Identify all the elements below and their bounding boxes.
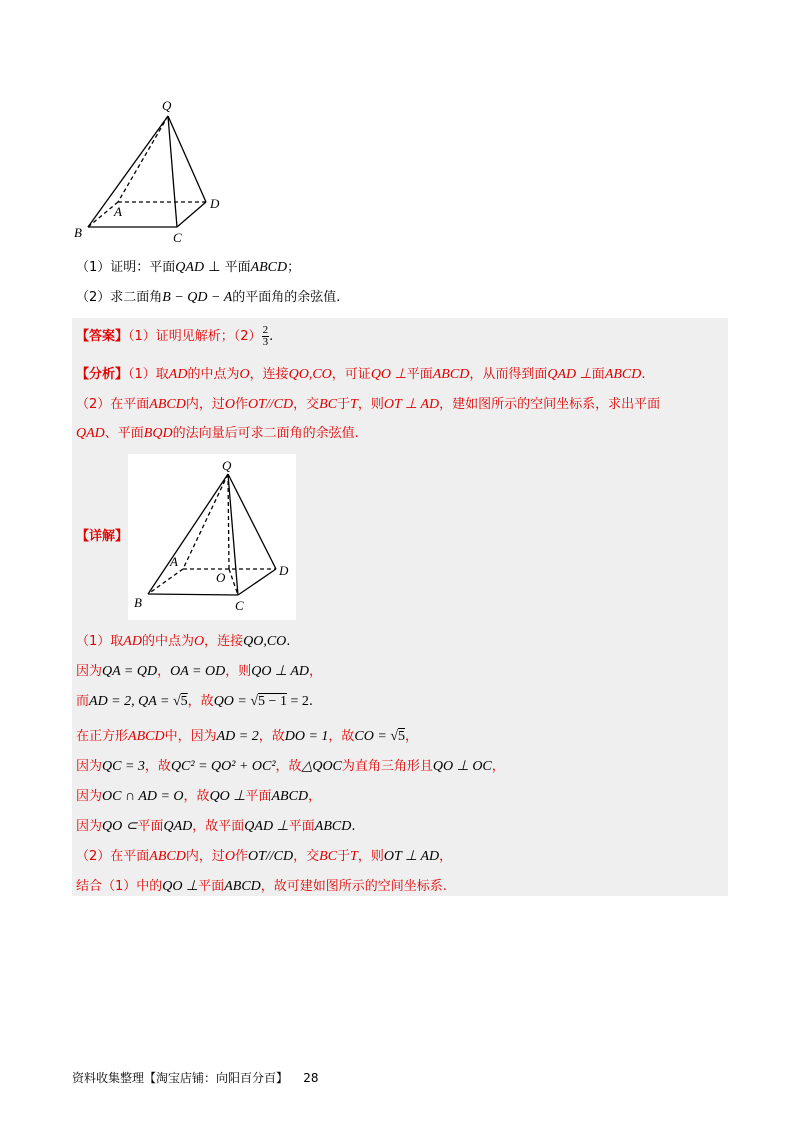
edge-CD — [177, 202, 206, 227]
solution-line-9: 结合（1）中的QO ⊥平面ABCD，故可建如图所示的空间坐标系. — [76, 879, 447, 894]
page-number: 28 — [303, 1071, 319, 1085]
label-C: C — [173, 230, 182, 245]
solution-line-7: 因为QO ⊂平面QAD，故平面QAD ⊥平面ABCD. — [76, 819, 356, 834]
page-footer — [72, 1069, 319, 1086]
label-O: O — [216, 570, 226, 585]
solution-line-4: 在正方形ABCD中，因为AD = 2，故DO = 1，故CO = √5， — [76, 729, 419, 744]
pyramid-figure-1 — [70, 96, 230, 246]
edge-QA — [118, 116, 168, 202]
label-B: B — [134, 595, 142, 610]
edge-AB — [148, 569, 183, 594]
solution-line-2: 因为QA = QD，OA = OD，则QO ⊥ AD， — [76, 664, 323, 679]
label-D: D — [210, 196, 220, 211]
footer-source: 资料收集整理【淘宝店铺：向阳百分百】 — [72, 1071, 289, 1085]
solution-line-6: 因为OC ∩ AD = O，故QO ⊥平面ABCD， — [76, 789, 322, 804]
solution-line-3: 而AD = 2, QA = √5，故QO = √5 − 1 = 2. — [76, 694, 313, 709]
question-2: （2）求二面角B − QD − A的平面角的余弦值. — [76, 290, 341, 305]
analysis-line-3: QAD、平面BQD的法向量后可求二面角的余弦值. — [76, 426, 359, 441]
question-1: （1）证明：平面QAD ⊥ 平面ABCD； — [76, 260, 301, 275]
solution-line-1: （1）取AD的中点为O，连接QO,CO. — [76, 634, 291, 649]
edge-CD — [238, 569, 276, 595]
label-D: D — [279, 563, 289, 578]
solution-line-5: 因为QC = 3，故QC² = QO² + OC²，故△QOC为直角三角形且QO ⊥ OC， — [76, 759, 505, 774]
label-Q: Q — [222, 458, 232, 473]
solution-line-8: （2）在平面ABCD内，过O作OT//CD，交BC于T，则OT ⊥ AD， — [76, 849, 453, 864]
fraction-two-thirds: $\frac{2}{3}$ — [262, 324, 269, 348]
label-A: A — [114, 204, 122, 219]
edge-BC — [148, 594, 238, 595]
edge-QB — [88, 116, 168, 227]
analysis-line-2: （2）在平面ABCD内，过O作OT//CD，交BC于T，则OT ⊥ AD，建如图所示的空间坐标系，求出平面 — [76, 397, 661, 412]
analysis-line-1: 【分析】（1）取AD的中点为O，连接QO,CO，可证QO ⊥平面ABCD，从而得到面QAD ⊥面ABCD. — [76, 367, 646, 382]
label-C: C — [235, 598, 244, 613]
pyramid-figure-2 — [128, 454, 296, 620]
detail-tag: 【详解】 — [76, 529, 129, 544]
label-Q: Q — [162, 98, 172, 113]
label-B: B — [74, 225, 82, 240]
label-A: A — [170, 554, 178, 569]
answer-line: 【答案】（1）证明见解析；（2） $\frac{2}{3}$ . — [76, 324, 274, 348]
edge-QA — [183, 474, 228, 569]
